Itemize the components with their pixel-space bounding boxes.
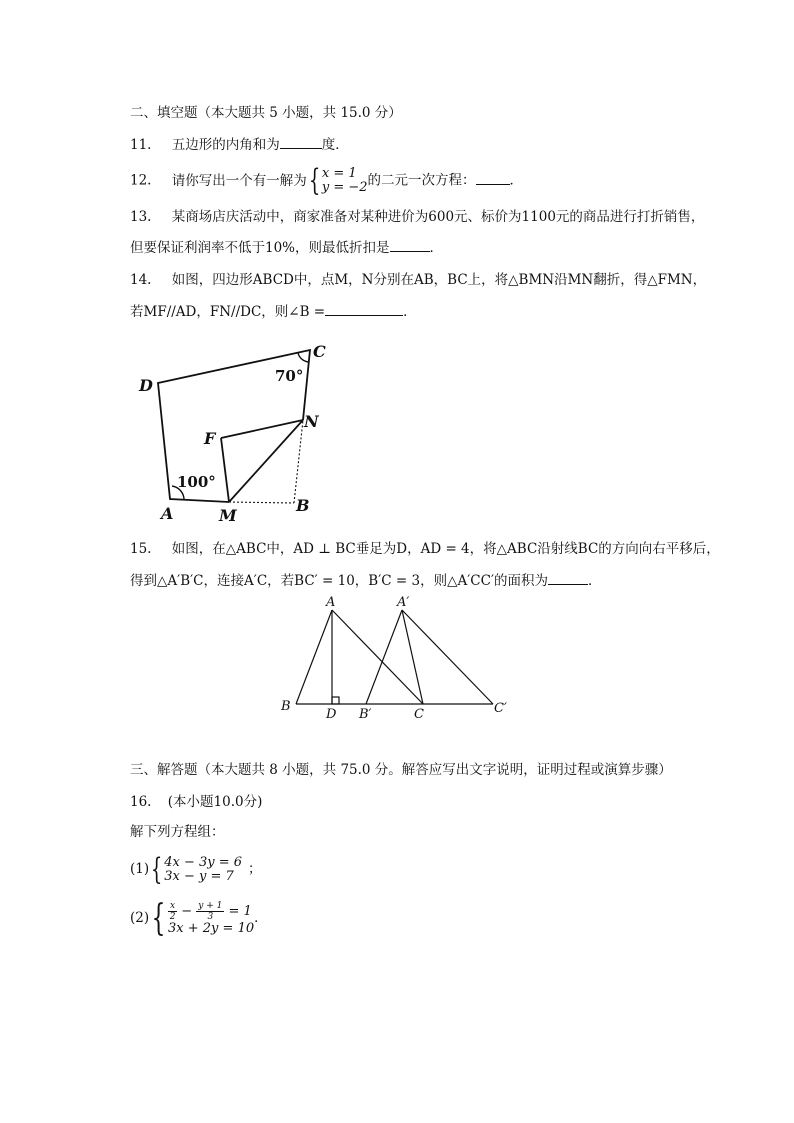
q12-text-a: 请你写出一个有一解为	[171, 172, 307, 189]
q14-label-d: D	[139, 376, 153, 395]
question-13-line2	[130, 237, 443, 258]
q14-angle-a-label: 100°	[177, 473, 216, 491]
q15-line-ab	[296, 610, 332, 704]
q16-p2-brace: {	[151, 897, 166, 939]
q15-label-b: B	[281, 699, 291, 714]
q15-label-c: C	[414, 707, 424, 722]
q16-part2	[130, 896, 268, 940]
q12-brace: {	[308, 163, 321, 198]
q15-line2-b: ．	[588, 573, 602, 589]
q16-part1	[130, 850, 262, 888]
q16-number: 16.	[130, 794, 152, 810]
q11-answer-blank[interactable]	[280, 134, 322, 149]
q12-number: 12.	[130, 172, 152, 189]
question-15-line1	[130, 539, 720, 559]
q15-answer-blank[interactable]	[548, 570, 588, 585]
q15-label-c-prime: C′	[494, 701, 507, 716]
question-13-line1	[130, 207, 704, 227]
q15-right-angle-mark	[332, 697, 339, 704]
q16-p2-frac1-num: x	[170, 901, 176, 911]
q16-p2-minus: −	[181, 904, 193, 919]
q15-line-a2c	[402, 610, 423, 704]
q16-p1-system	[164, 856, 242, 884]
q15-line-a2c2	[402, 610, 493, 704]
section2-title	[130, 103, 402, 123]
q11-number: 11.	[130, 137, 152, 153]
q14-segment-fm	[221, 438, 229, 502]
q11-text-a: 五边形的内角和为	[171, 137, 280, 153]
section2-title-text: 二、填空题（本大题共 5 小题，共 15.0 分）	[130, 105, 402, 121]
q12-eq2: y = −2	[321, 180, 368, 195]
q14-label-a: A	[161, 504, 174, 523]
q14-segment-fn	[221, 420, 303, 438]
q13-line2-b: ．	[429, 240, 444, 256]
q15-label-a: A	[326, 595, 336, 610]
q13-line1: 某商场店庆活动中，商家准备对某种进价为600元、标价为1100元的商品进行打折销售，	[171, 209, 705, 225]
q16-p2-frac2	[196, 901, 224, 922]
q16-p2-frac2-num: y + 1	[198, 901, 223, 911]
question-12	[130, 163, 524, 198]
q11-text-b: 度．	[321, 137, 349, 153]
q12-answer-blank[interactable]	[476, 170, 510, 185]
q14-label-c: C	[313, 342, 326, 361]
q15-label-b-prime: B′	[359, 707, 372, 722]
section3-title	[130, 760, 672, 780]
question-14-line1	[130, 270, 706, 290]
q14-label-n: N	[304, 412, 319, 431]
q14-angle-arc-c	[298, 353, 309, 362]
q14-dashed-bn	[294, 420, 303, 503]
q16-p2-eq1	[168, 901, 254, 922]
q15-line2-a: 得到△A′B′C，连接A′C，若BC′ = 10，B′C = 3，则△A′CC′的面积为	[130, 573, 549, 589]
q14-dashed-mb	[229, 502, 294, 503]
q13-answer-blank[interactable]	[390, 237, 430, 252]
q16-p1-brace: {	[150, 851, 163, 887]
q15-line1: 如图，在△ABC中，AD ⊥ BC垂足为D，AD = 4，将△ABC沿射线BC的方向向右平移后，	[171, 541, 720, 557]
q12-eq1: x = 1	[321, 166, 357, 181]
q13-line2-a: 但要保证利润率不低于10%，则最低折扣是	[130, 240, 390, 256]
question-16-instruction	[130, 822, 225, 842]
q16-p2-eq2: 3x + 2y = 10	[168, 921, 255, 936]
q12-system	[322, 167, 368, 195]
q12-text-c: ．	[509, 172, 524, 189]
q15-label-d: D	[326, 707, 337, 722]
q14-figure	[130, 335, 350, 530]
q12-text-b: 的二元一次方程：	[367, 172, 476, 189]
q14-line1: 如图，四边形ABCD中，点M，N分别在AB，BC上，将△BMN沿MN翻折，得△FMN，	[171, 272, 707, 288]
q14-angle-c-label: 70°	[275, 367, 304, 385]
question-16-header	[130, 792, 262, 812]
q15-line-a2b2	[366, 610, 402, 704]
q16-instruction: 解下列方程组：	[130, 824, 225, 840]
q14-segment-mn	[229, 420, 303, 502]
q13-number: 13.	[130, 209, 152, 225]
q14-label-b: B	[296, 496, 310, 515]
q14-number: 14.	[130, 272, 152, 288]
q14-line2-b: ．	[403, 304, 417, 320]
question-11	[130, 134, 349, 155]
q16-p2-label: (2)	[130, 910, 150, 926]
q16-p1-eq1: 4x − 3y = 6	[164, 854, 243, 870]
q14-label-f: F	[204, 429, 216, 448]
q15-figure	[275, 590, 515, 725]
q15-label-a-prime: A′	[397, 595, 410, 610]
question-15-line2	[130, 570, 602, 591]
q16-p2-system	[168, 901, 254, 936]
q16-p2-frac1-den: 2	[169, 912, 176, 922]
question-14-line2	[130, 301, 417, 322]
q16-p2-frac1	[168, 901, 177, 922]
q15-line-ac	[332, 610, 423, 704]
q14-answer-blank[interactable]	[325, 301, 403, 316]
q16-p2-eq1-rhs: = 1	[228, 904, 252, 919]
q16-p1-end: ；	[248, 861, 262, 877]
q16-p2-frac2-den: 3	[207, 912, 214, 922]
q16-p1-label: (1)	[130, 861, 150, 877]
q16-p2-end: ．	[254, 910, 268, 926]
q16-points: (本小题10.0分)	[167, 794, 263, 810]
section3-title-text: 三、解答题（本大题共 8 小题，共 75.0 分。解答应写出文字说明，证明过程或演算步骤）	[130, 762, 672, 778]
q16-p1-eq2: 3x − y = 7	[164, 868, 234, 884]
q14-label-m: M	[219, 506, 237, 525]
q15-number: 15.	[130, 541, 152, 557]
q14-line2-a: 若MF//AD，FN//DC，则∠B =	[130, 304, 326, 320]
